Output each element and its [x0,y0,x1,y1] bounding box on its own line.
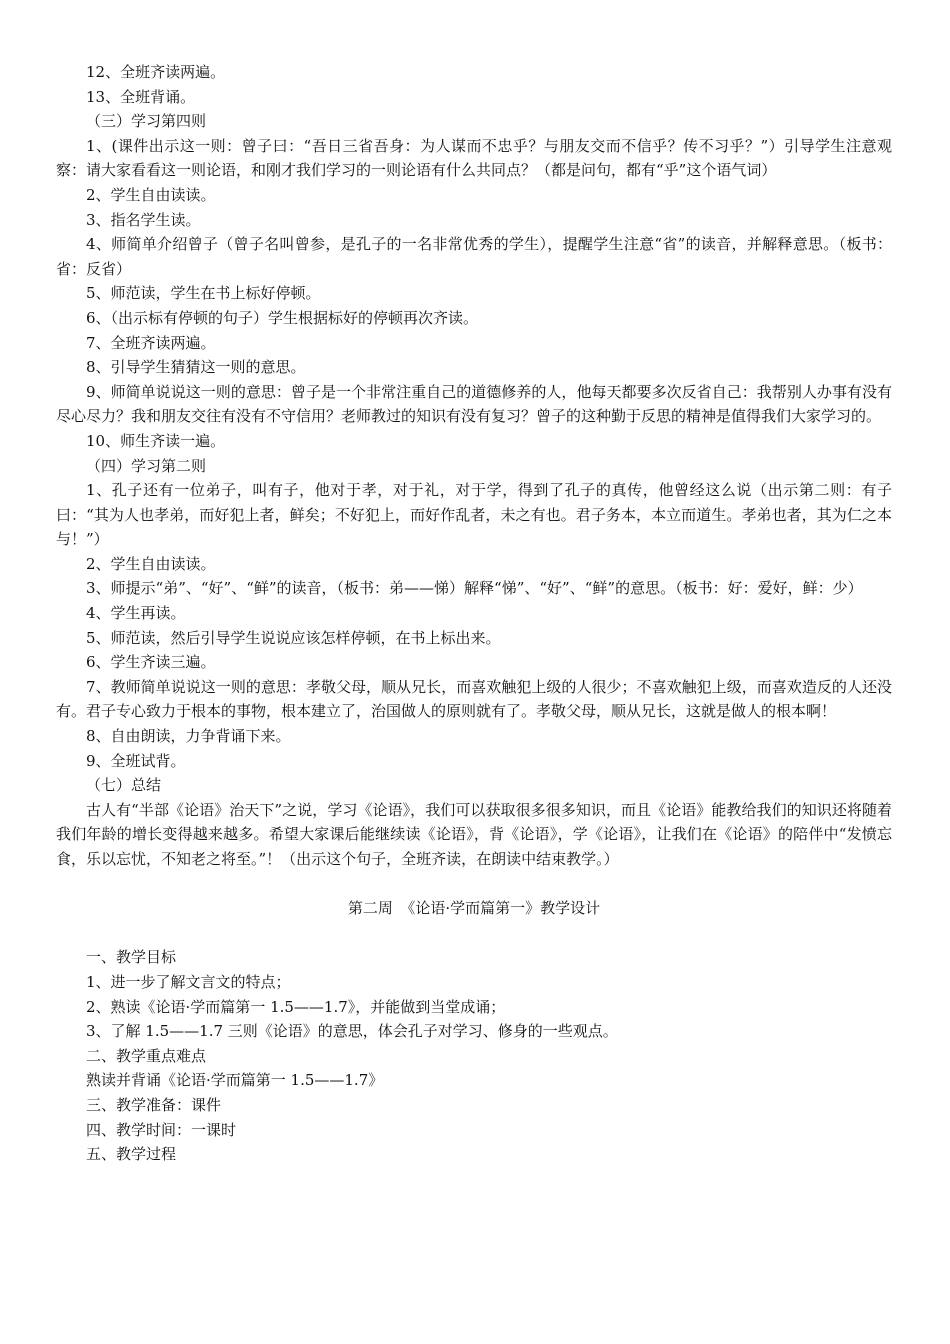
summary-paragraph: 古人有“半部《论语》治天下”之说，学习《论语》，我们可以获取很多很多知识，而且《论语》能教给我们的知识还将随着我们年龄的增长变得越来越多。希望大家课后能继续读《论语》，背《论语》，学《论语》，让我们在《论语》的陪伴中“发愤忘食，乐以忘忧，不知老之将至。”！（出示这个句子，全班齐读，在朗读中结束教学。） [56,800,892,868]
step-9-fourth-rule: 9、师简单说说这一则的意思：曾子是一个非常注重自己的道德修养的人，他每天都要多次反省自己：我帮别人办事有没有尽心尽力？我和朋友交往有没有不守信用？老师教过的知识有没有复习？曾子的这种勤于反思的精神是值得我们大家学习的。 [56,382,892,426]
step-10-fourth-rule: 10、师生齐读一遍。 [86,431,226,450]
step-9-second-rule: 9、全班试背。 [86,751,186,770]
subheading-part-3: （三）学习第四则 [86,112,207,131]
step-3-fourth-rule: 3、指名学生读。 [86,210,201,229]
step-8-second-rule: 8、自由朗读，力争背诵下来。 [86,727,291,746]
step-5-fourth-rule: 5、师范读，学生在书上标好停顿。 [86,284,321,303]
step-5-second-rule: 5、师范读，然后引导学生说说应该怎样停顿，在书上标出来。 [86,628,501,647]
objective-1: 1、进一步了解文言文的特点； [86,972,291,991]
step-12: 12、全班齐读两遍。 [86,63,226,81]
step-1-fourth-rule: 1、(课件出示这一则：曾子曰：“吾日三省吾身：为人谋而不忠乎？与朋友交而不信乎？传不习乎？”）引导学生注意观察：请大家看看这一则论语，和刚才我们学习的一则论语有什么共同点？（都是问句，都有“乎”这个语气词） [56,136,892,180]
step-4-second-rule: 4、学生再读。 [86,604,186,623]
step-7-second-rule: 7、教师简单说说这一则的意思：孝敬父母，顺从兄长，而喜欢触犯上级的人很少；不喜欢触犯上级，而喜欢造反的人还没有。君子专心致力于根本的事物，根本建立了，治国做人的原则就有了。孝敬父母，顺从兄长，这就是做人的根本啊！ [56,677,892,721]
step-4-fourth-rule: 4、师简单介绍曾子（曾子名叫曾参，是孔子的一名非常优秀的学生），提醒学生注意“省”的读音，并解释意思。（板书：省：反省） [56,235,892,278]
step-6-second-rule: 6、学生齐读三遍。 [86,653,216,672]
step-3-second-rule: 3、师提示“弟”、“好”、“鲜”的读音，（板书：弟——悌）解释“悌”、“好”、“鲜”的意思。（板书：好：爱好，鲜：少） [86,579,863,598]
document-page [56,60,892,1167]
lesson-title: 第二周 《论语·学而篇第一》教学设计 [347,899,601,918]
heading-objectives: 一、教学目标 [86,948,177,967]
step-7-fourth-rule: 7、全班齐读两遍。 [86,333,216,352]
step-2-fourth-rule: 2、学生自由读读。 [86,185,216,204]
subheading-part-4: （四）学习第二则 [86,456,207,475]
step-8-fourth-rule: 8、引导学生猜猜这一则的意思。 [86,358,306,377]
step-2-second-rule: 2、学生自由读读。 [86,554,216,573]
spacer [56,921,892,946]
subheading-summary: （七）总结 [86,776,162,795]
spacer [56,872,892,897]
heading-time: 四、教学时间：一课时 [86,1120,237,1139]
step-6-fourth-rule: 6、（出示标有停顿的句子）学生根据标好的停顿再次齐读。 [86,308,479,327]
objective-2: 2、熟读《论语·学而篇第一 1.5——1.7》，并能做到当堂成诵； [86,997,506,1016]
key-points-text: 熟读并背诵《论语·学而篇第一 1.5——1.7》 [86,1071,384,1090]
step-1-second-rule: 1、孔子还有一位弟子，叫有子，他对于孝，对于礼，对于学，得到了孔子的真传，他曾经这么说（出示第二则：有子曰：“其为人也孝弟，而好犯上者，鲜矣；不好犯上，而好作乱者，未之有也。君子务本，本立而道生。孝弟也者，其为仁之本与！”） [56,481,892,549]
heading-key-points: 二、教学重点难点 [86,1046,207,1065]
lesson-section-1 [56,60,892,872]
heading-process: 五、教学过程 [86,1145,177,1164]
step-13: 13、全班背诵。 [86,87,196,106]
lesson-section-2 [56,945,892,1166]
heading-preparation: 三、教学准备：课件 [86,1095,222,1114]
objective-3: 3、了解 1.5——1.7 三则《论语》的意思，体会孔子对学习、修身的一些观点。 [86,1022,618,1041]
